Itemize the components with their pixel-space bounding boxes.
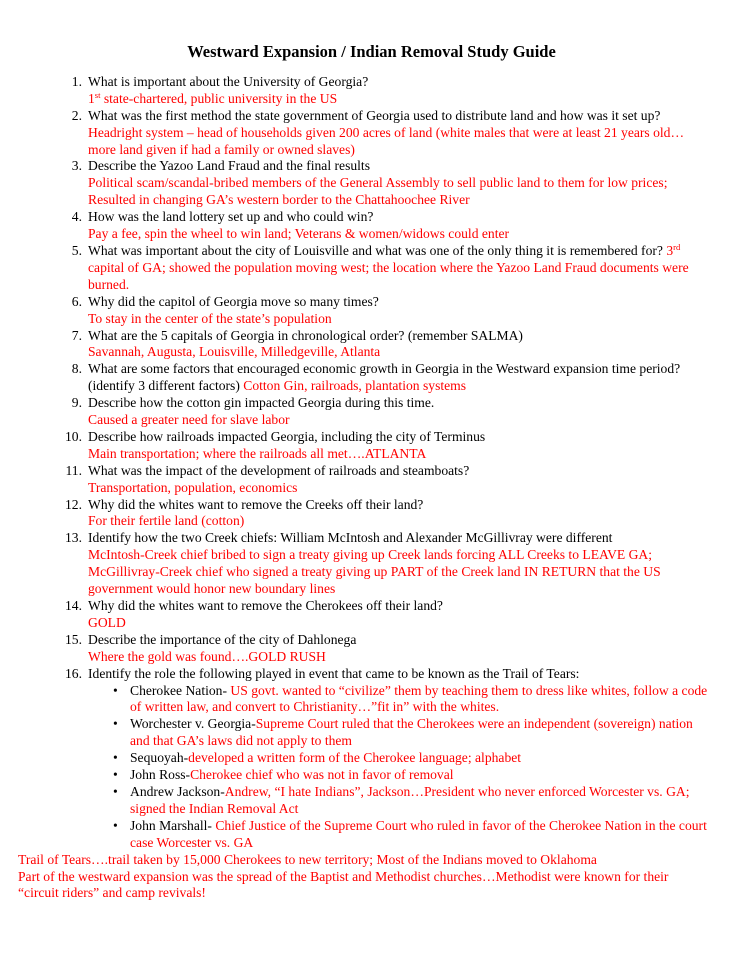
- question-number: 10.: [65, 428, 82, 444]
- role-name: John Ross-: [130, 767, 191, 783]
- question-number: 2.: [71, 107, 82, 123]
- role-description: US govt. wanted to “civilize” them by teaching them to dress like whites, follow a code of written law, and convert to Christianity…”fit in” with the whites.: [130, 682, 708, 715]
- question-text: Describe how the cotton gin impacted Georgia during this time.: [88, 395, 435, 411]
- answer-text: Transportation, population, economics: [88, 479, 298, 495]
- role-name: Andrew Jackson-: [130, 783, 225, 799]
- page-title: Westward Expansion / Indian Removal Study Guide: [187, 42, 556, 61]
- question-text: Describe the Yazoo Land Fraud and the final results: [88, 158, 370, 174]
- role-item: [88, 716, 709, 750]
- bullet-icon: •: [113, 682, 118, 698]
- role-item: [88, 784, 709, 818]
- role-list: [88, 683, 709, 852]
- question-text: What are some factors that encouraged economic growth in Georgia in the Westward expansion time period? (identify 3 different factors): [88, 361, 681, 394]
- question-text: What is important about the University of Georgia?: [88, 73, 369, 89]
- question-number: 3.: [71, 158, 82, 174]
- role-description: Andrew, “I hate Indians”, Jackson…President who never enforced Worcester vs. GA; signed the Indian Removal Act: [130, 783, 690, 816]
- question-text: How was the land lottery set up and who could win?: [88, 209, 374, 225]
- question-item: [18, 294, 709, 328]
- closing-notes: [18, 852, 709, 903]
- question-text: Why did the whites want to remove the Creeks off their land?: [88, 496, 424, 512]
- answer-text: Main transportation; where the railroads all met….ATLANTA: [88, 445, 427, 461]
- role-item: [88, 767, 709, 784]
- role-description: Chief Justice of the Supreme Court who ruled in favor of the Cherokee Nation in the court case Worcester vs. GA: [130, 817, 707, 850]
- question-number: 5.: [71, 242, 82, 258]
- question-number: 15.: [65, 631, 82, 647]
- question-list: [18, 74, 709, 852]
- question-number: 9.: [71, 395, 82, 411]
- question-item: [18, 632, 709, 666]
- question-item: [18, 209, 709, 243]
- question-item: [18, 243, 709, 294]
- question-text: What was the impact of the development of railroads and steamboats?: [88, 462, 470, 478]
- role-name: John Marshall-: [130, 817, 216, 833]
- answer-text: Cotton Gin, railroads, plantation systems: [243, 378, 467, 394]
- role-name: Sequoyah-: [130, 750, 189, 766]
- question-text: Identify the role the following played in event that came to be known as the Trail of Tears:: [88, 665, 580, 681]
- question-item: [18, 530, 709, 598]
- question-number: 6.: [71, 293, 82, 309]
- answer-text: GOLD: [88, 614, 126, 630]
- role-name: Worchester v. Georgia-: [130, 716, 256, 732]
- answer-text: 3rd capital of GA; showed the population moving west; the location where the Yazoo Land Fraud documents were burned.: [88, 241, 689, 292]
- answer-text: To stay in the center of the state’s population: [88, 310, 332, 326]
- question-number: 7.: [71, 327, 82, 343]
- question-text: What was important about the city of Louisville and what was one of the only thing it is remembered for?: [88, 242, 667, 258]
- question-number: 16.: [65, 665, 82, 681]
- role-name: Cherokee Nation-: [130, 682, 231, 698]
- question-text: Why did the whites want to remove the Cherokees off their land?: [88, 598, 443, 613]
- bullet-icon: •: [113, 716, 118, 732]
- closing-line: Trail of Tears….trail taken by 15,000 Cherokees to new territory; Most of the Indians moved to Oklahoma: [18, 851, 597, 867]
- question-text: Describe the importance of the city of Dahlonega: [88, 631, 357, 647]
- answer-text: Caused a greater need for slave labor: [88, 412, 290, 428]
- question-text: What was the first method the state government of Georgia used to distribute land and how was it set up?: [88, 107, 661, 123]
- answer-text: Pay a fee, spin the wheel to win land; Veterans & women/widows could enter: [88, 226, 510, 242]
- question-item: [18, 395, 709, 429]
- question-number: 12.: [65, 496, 82, 512]
- answer-text: Where the gold was found….GOLD RUSH: [88, 648, 326, 664]
- question-item: [18, 74, 709, 108]
- answer-text: Political scam/scandal-bribed members of the General Assembly to sell public land to them for low prices; Resulted in changing GA’s western border to the Chattahoochee River: [88, 175, 668, 208]
- question-item: [18, 108, 709, 159]
- role-description: developed a written form of the Cherokee language; alphabet: [188, 750, 522, 766]
- role-item: [88, 818, 709, 852]
- role-item: [88, 683, 709, 717]
- closing-line: Part of the westward expansion was the spread of the Baptist and Methodist churches…Methodist were known for their “circuit riders” and camp revivals!: [18, 868, 669, 901]
- bullet-icon: •: [113, 817, 118, 833]
- answer-text: McIntosh-Creek chief bribed to sign a treaty giving up Creek lands forcing ALL Creeks to LEAVE GA; McGillivray-Creek chief who signed a treaty giving up PART of the Creek land IN RETURN that the US government would honor new boundary lines: [88, 547, 661, 597]
- role-description: Supreme Court ruled that the Cherokees were an independent (sovereign) nation and that GA’s laws did not apply to them: [130, 716, 693, 749]
- question-text: Why did the capitol of Georgia move so many times?: [88, 293, 379, 309]
- question-text: Describe how railroads impacted Georgia, including the city of Terminus: [88, 428, 486, 444]
- answer-text: Savannah, Augusta, Louisville, Milledgeville, Atlanta: [88, 344, 381, 360]
- question-text: Identify how the two Creek chiefs: William McIntosh and Alexander McGillivray were different: [88, 530, 613, 546]
- bullet-icon: •: [113, 767, 118, 783]
- role-item: [88, 750, 709, 767]
- question-item: [18, 328, 709, 362]
- question-item: [18, 463, 709, 497]
- question-item: [18, 497, 709, 531]
- question-item: [18, 666, 709, 852]
- question-number: 14.: [65, 598, 82, 613]
- question-number: 4.: [71, 209, 82, 225]
- bullet-icon: •: [113, 783, 118, 799]
- answer-text: 1st state-chartered, public university in the US: [88, 89, 338, 106]
- question-number: 8.: [71, 361, 82, 377]
- question-text: What are the 5 capitals of Georgia in chronological order? (remember SALMA): [88, 327, 523, 343]
- answer-text: Headright system – head of households given 200 acres of land (white males that were at least 21 years old…more land given if had a family or owned slaves): [88, 124, 685, 157]
- question-number: 13.: [65, 530, 82, 546]
- question-number: 11.: [65, 462, 82, 478]
- question-item: [18, 598, 709, 632]
- question-item: [18, 429, 709, 463]
- answer-text: For their fertile land (cotton): [88, 513, 245, 529]
- question-item: [18, 361, 709, 395]
- question-item: [18, 158, 709, 209]
- question-number: 1.: [71, 73, 82, 89]
- role-description: Cherokee chief who was not in favor of removal: [190, 767, 454, 783]
- bullet-icon: •: [113, 750, 118, 766]
